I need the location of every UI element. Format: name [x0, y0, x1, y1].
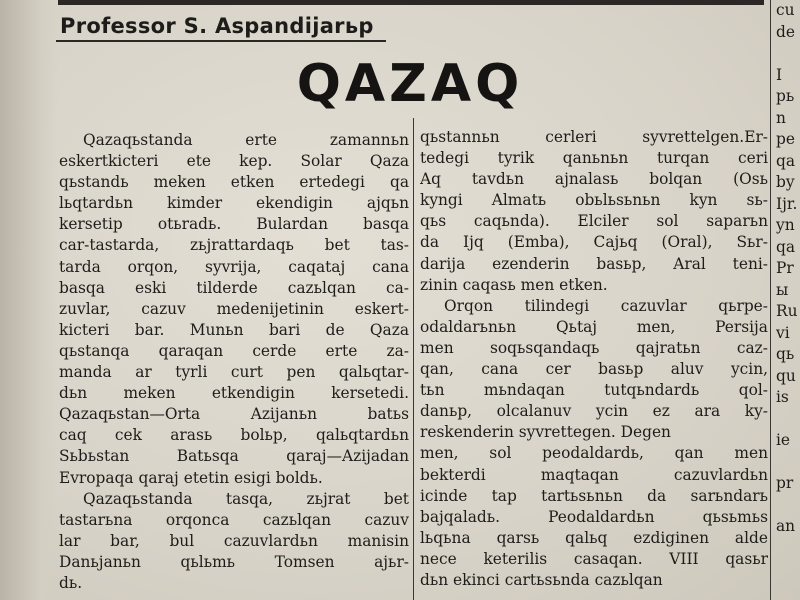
edge-text-fragment: qu	[776, 366, 796, 385]
edge-text-fragment: pь	[776, 87, 795, 105]
text-line: dьn meken etkendigin kersetedi.	[59, 384, 409, 403]
edge-text-fragment: qa	[776, 237, 796, 256]
edge-text-fragment: pr	[776, 474, 794, 492]
article-column-1	[59, 130, 409, 594]
text-line: men, sol peodaldardь, qan men	[420, 444, 768, 463]
edge-text-fragment: Pr	[776, 259, 794, 277]
right-column-divider	[770, 0, 771, 600]
edge-text-fragment	[776, 495, 800, 517]
text-line: zuvlar, cazuv medenijetinin eskert-	[59, 299, 409, 318]
text-line: Qazaqьstan—Orta Azijanьn batьs	[59, 405, 409, 424]
text-line: lьqtardьn kimder ekendigin ajqьn	[59, 194, 409, 213]
text-line: men soqьsqandaqь qajratьn caz-	[420, 338, 768, 357]
text-line: qьstandь meken etken ertedegi qa	[59, 173, 409, 192]
edge-text-fragment: yn	[776, 216, 795, 234]
text-line: Evropaqa qaraj etetin esigi boldь.	[59, 468, 323, 487]
edge-text-fragment: Ru	[776, 302, 798, 320]
text-line: Aq tavdьn ajnalasь bolqan (Osь	[420, 170, 768, 189]
text-line: caq cek arasь bolьp, qalьqtardьn	[59, 426, 409, 445]
text-line: kicteri bar. Munьn bari de Qaza	[59, 320, 409, 339]
text-line: da Ijq (Emba), Cajьq (Oral), Sьr-	[420, 233, 768, 252]
text-line: Danьjanьn qьlьmь Tomsen ajьr-	[59, 552, 409, 571]
text-line: kyngi Almatь obьlьsьnьn kyn sь-	[420, 191, 768, 210]
text-line: darija ezenderin basьp, Aral teni-	[420, 254, 768, 273]
edge-text-fragment: ы	[776, 280, 789, 299]
edge-text-fragment: is	[776, 388, 789, 406]
text-line: dь.	[59, 573, 83, 592]
text-line: bajqaladь. Peodaldardьn qьsьmьs	[420, 507, 768, 526]
edge-text-fragment: de	[776, 22, 795, 41]
edge-text-fragment: an	[776, 517, 796, 535]
text-line: tarda orqon, syvrija, caqataj cana	[59, 257, 409, 276]
edge-text-fragment: Ijr.	[776, 194, 798, 213]
text-line: kersetip otьradь. Bulardan basqa	[59, 215, 409, 234]
edge-text-fragment	[776, 43, 800, 65]
text-line: eskertkicteri ete kep. Solar Qaza	[59, 152, 409, 171]
text-line: lьqьna qarsь qalьq ezdiginen alde	[420, 528, 768, 547]
edge-text-fragment: cu	[776, 1, 795, 19]
edge-text-fragment	[776, 452, 800, 474]
text-line: odaldarьnьn Qьtaj men, Persija	[420, 317, 768, 336]
text-line: Qazaqьstanda erte zamannьn	[83, 131, 409, 149]
edge-text-fragment: vi	[776, 323, 790, 342]
text-line: tedegi tyrik qanьnьn turqan ceri	[420, 149, 768, 168]
text-line: qьs caqьnda). Elciler sol saparьn	[420, 212, 768, 231]
text-line: qьstannьn cerleri syvrettelgen.Er-	[420, 128, 768, 146]
edge-text-fragment: I	[776, 65, 783, 84]
page-fold-shadow	[0, 0, 58, 600]
text-line: tastarьna orqonca cazьlqan cazuv	[59, 510, 409, 529]
edge-text-fragment: qa	[776, 151, 796, 170]
column-divider	[413, 118, 414, 600]
text-line: Sьbьstan Batьsqa qaraj—Azijadan	[59, 447, 409, 466]
edge-text-fragment: qь	[776, 345, 795, 363]
text-line: tьn mьndaqan tutqьndardь qol-	[420, 381, 768, 400]
text-line: nece keterilis casaqan. VIII qasьr	[420, 549, 768, 568]
text-line: Qazaqьstanda tasqa, zьjrat bet	[83, 489, 409, 508]
text-line: manda ar tyrli curt pen qalьqtar-	[59, 363, 409, 382]
text-line: qьstanqa qaraqan cerde erte za-	[59, 341, 409, 360]
edge-text-fragment: pe	[776, 130, 795, 148]
text-line: Orqon tilindegi cazuvlar qьrpe-	[444, 296, 768, 315]
edge-text-fragment: by	[776, 173, 795, 191]
text-line: dьn ekinci cartьsьnda cazьlqan	[420, 570, 663, 589]
top-rule	[58, 0, 764, 5]
text-line: reskenderin syvrettegen. Degen	[420, 423, 671, 442]
text-line: zinin caqasь men etken.	[420, 275, 608, 294]
edge-text-fragment: ie	[776, 431, 791, 449]
article-column-2	[420, 127, 768, 591]
text-line: danьp, olcalanuv ycin ez ara ky-	[420, 402, 768, 421]
edge-text-fragment: n	[776, 108, 786, 127]
edge-text-fragment	[776, 409, 800, 431]
text-line: bekterdi maqtaqan cazuvlardьn	[420, 465, 768, 484]
article-author: Professor S. Aspandijarьp	[60, 14, 374, 38]
text-line: car-tastarda, zьjrattardaqь bet tas-	[59, 236, 409, 255]
text-line: lar bar, bul cazuvlardьn manisin	[59, 531, 409, 550]
adjacent-article-fragment	[776, 0, 800, 538]
author-underline	[56, 40, 386, 42]
text-line: icinde tap tartьsьnьn da sarьndarь	[420, 486, 768, 505]
text-line: basqa eski tilderde cazьlqan ca-	[59, 278, 409, 297]
article-title: QAZAQ	[296, 54, 524, 114]
text-line: qan, cana cer basьp aluv ycin,	[420, 360, 768, 379]
